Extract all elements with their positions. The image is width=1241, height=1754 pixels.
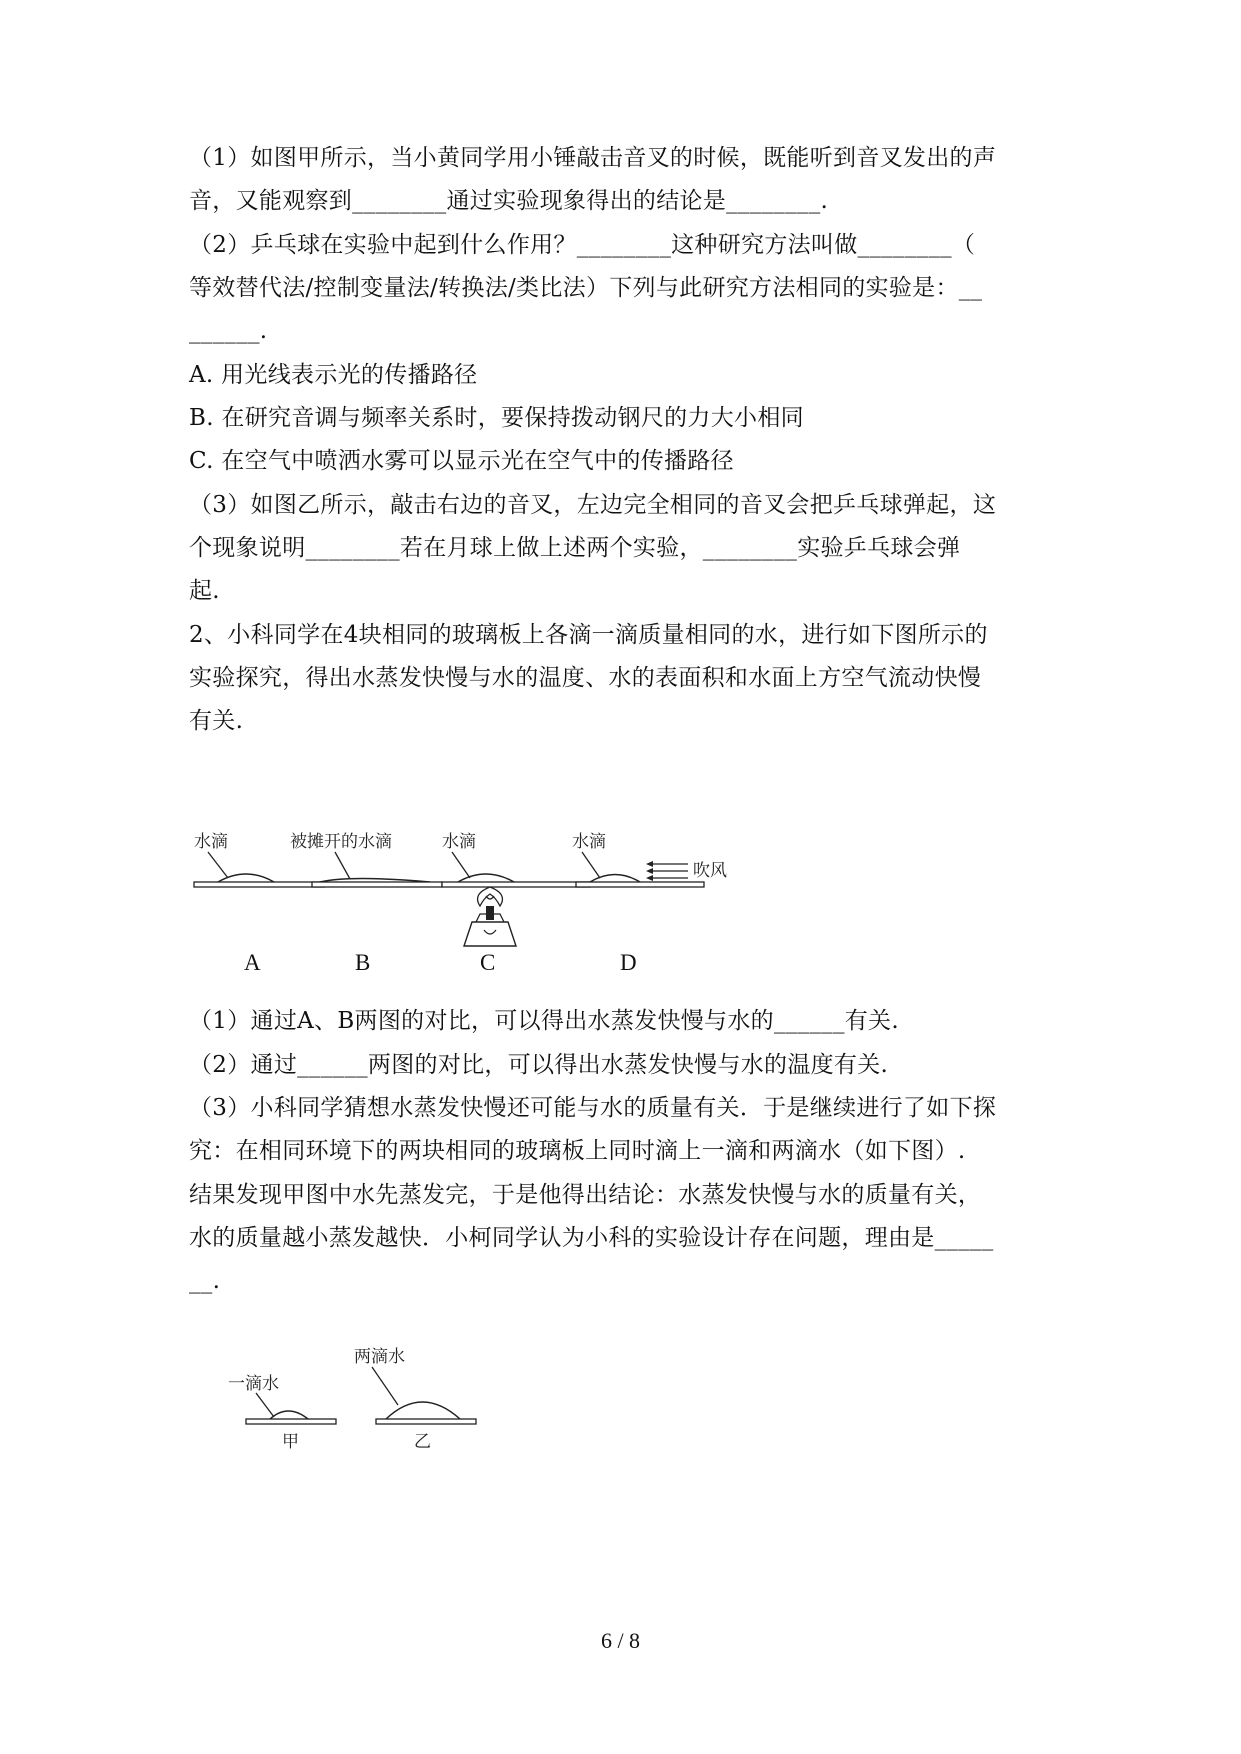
q1-part3-line2: 个现象说明________若在月球上做上述两个实验，________实验乒乓球会弹 — [189, 535, 961, 561]
q2-stem-line1: 2、小科同学在4块相同的玻璃板上各滴一滴质量相同的水，进行如下图所示的 — [189, 622, 988, 648]
caption-jia: 甲 — [282, 1432, 299, 1452]
evaporation-figure — [190, 830, 790, 980]
setup-b-label: 被摊开的水滴 — [290, 832, 392, 852]
q2-sub3-line2: 究：在相同环境下的两块相同的玻璃板上同时滴上一滴和两滴水（如下图）. — [189, 1138, 966, 1164]
setup-b — [290, 832, 442, 975]
page-number: 6 / 8 — [600, 1628, 641, 1653]
letter-d: D — [620, 950, 637, 975]
setup-d-label: 水滴 — [572, 832, 606, 852]
q2-sub3-line4: 水的质量越小蒸发越快．小柯同学认为小科的实验设计存在问题，理由是_____ — [189, 1225, 994, 1251]
setup-c — [442, 832, 590, 975]
q1-part1-line1: （1）如图甲所示，当小黄同学用小锤敲击音叉的时候，既能听到音叉发出的声 — [189, 145, 997, 171]
q1-part1-line2: 音，又能观察到________通过实验现象得出的结论是________. — [189, 188, 829, 214]
q1-part2-line1: （2）乒乓球在实验中起到什么作用？________这种研究方法叫做________（ — [189, 232, 976, 258]
drop-mass-figure — [226, 1345, 486, 1465]
q1-part3-line3: 起. — [189, 578, 220, 604]
letter-c: C — [480, 950, 496, 975]
setup-a-label: 水滴 — [194, 832, 228, 852]
q2-sub3-line1: （3）小科同学猜想水蒸发快慢还可能与水的质量有关．于是继续进行了如下探 — [189, 1095, 997, 1121]
q1-part2-line3: ______. — [189, 318, 268, 344]
q2-stem-line3: 有关. — [189, 708, 244, 734]
setup-c-label: 水滴 — [442, 832, 476, 852]
letter-b: B — [355, 950, 371, 975]
setup-yi — [354, 1347, 476, 1452]
setup-jia — [228, 1374, 336, 1452]
q1-option-a: A. 用光线表示光的传播路径 — [189, 362, 478, 388]
q2-sub3-line3: 结果发现甲图中水先蒸发完，于是他得出结论：水蒸发快慢与水的质量有关， — [189, 1182, 982, 1208]
two-drops-label: 两滴水 — [354, 1347, 405, 1367]
q2-sub1: （1）通过A、B两图的对比，可以得出水蒸发快慢与水的______有关. — [189, 1008, 899, 1034]
setup-d — [572, 832, 727, 975]
q1-option-c: C. 在空气中喷洒水雾可以显示光在空气中的传播路径 — [189, 448, 734, 474]
wind-label: 吹风 — [693, 861, 727, 881]
caption-yi: 乙 — [414, 1432, 431, 1452]
q2-sub2: （2）通过______两图的对比，可以得出水蒸发快慢与水的温度有关. — [189, 1052, 889, 1078]
one-drop-label: 一滴水 — [228, 1374, 279, 1394]
letter-a: A — [244, 950, 261, 975]
q1-part3-line1: （3）如图乙所示，敲击右边的音叉，左边完全相同的音叉会把乒乓球弹起，这 — [189, 492, 997, 518]
q1-part2-line2: 等效替代法/控制变量法/转换法/类比法）下列与此研究方法相同的实验是：__ — [189, 275, 983, 301]
q2-stem-line2: 实验探究，得出水蒸发快慢与水的温度、水的表面积和水面上方空气流动快慢 — [189, 665, 982, 691]
q1-option-b: B. 在研究音调与频率关系时，要保持拨动钢尺的力大小相同 — [189, 405, 804, 431]
q2-sub3-line5: __. — [189, 1268, 221, 1294]
setup-a — [194, 832, 324, 975]
